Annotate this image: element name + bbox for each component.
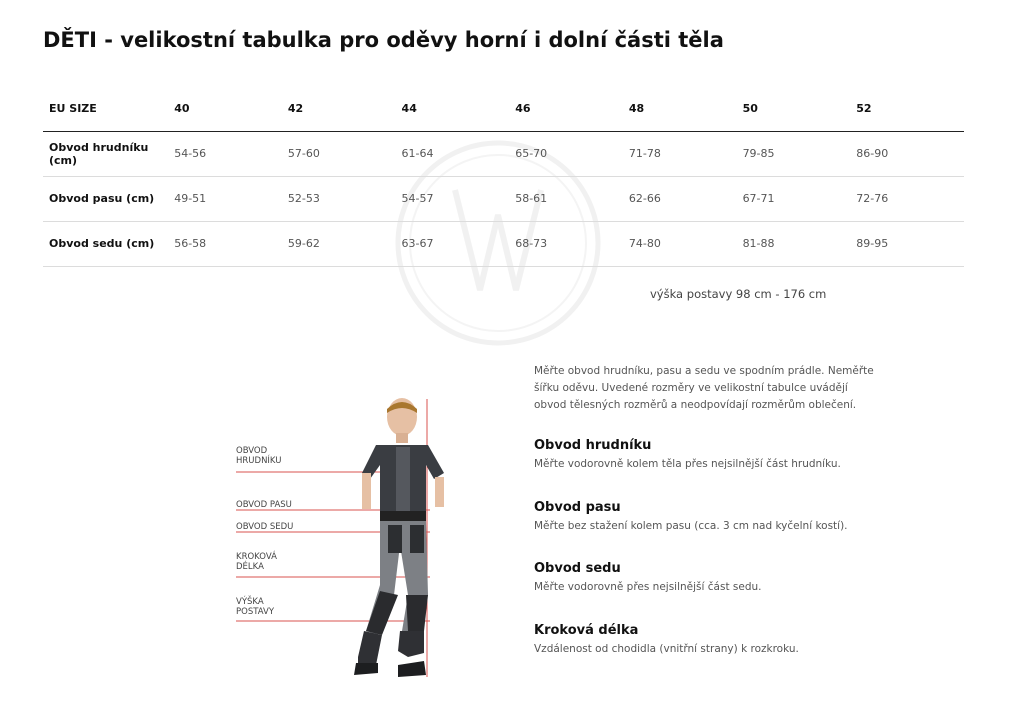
table-cell: 86-90	[850, 131, 964, 176]
table-cell: 89-95	[850, 221, 964, 266]
table-cell: 49-51	[168, 176, 282, 221]
definition-title: Obvod pasu	[534, 500, 621, 515]
table-cell: 68-73	[509, 221, 623, 266]
definition-chest	[534, 438, 914, 471]
definition-text: Vzdálenost od chodidla (vnitřní strany) k rozkroku.	[534, 643, 799, 655]
label-waist: OBVOD PASU	[236, 500, 292, 510]
table-cell: 54-57	[396, 176, 510, 221]
label-chest-line1: OBVOD	[236, 446, 268, 456]
label-inseam	[236, 552, 277, 572]
label-inseam-line2: DÉLKA	[236, 562, 264, 572]
size-header: 52	[850, 86, 964, 131]
table-row	[43, 131, 964, 176]
row-label: Obvod pasu (cm)	[43, 176, 168, 221]
size-header: 50	[737, 86, 851, 131]
table-cell: 67-71	[737, 176, 851, 221]
table-cell: 58-61	[509, 176, 623, 221]
definition-waist	[534, 500, 914, 533]
size-header: 46	[509, 86, 623, 131]
table-header-row	[43, 86, 964, 131]
size-header: 44	[396, 86, 510, 131]
definition-text: Měřte vodorovně kolem těla přes nejsilnější část hrudníku.	[534, 458, 841, 470]
table-cell: 62-66	[623, 176, 737, 221]
table-cell: 71-78	[623, 131, 737, 176]
row-label: Obvod hrudníku (cm)	[43, 131, 168, 176]
row-label: Obvod sedu (cm)	[43, 221, 168, 266]
label-height	[236, 597, 274, 617]
definition-text: Měřte bez stažení kolem pasu (cca. 3 cm nad kyčelní kostí).	[534, 520, 848, 532]
table-cell: 61-64	[396, 131, 510, 176]
label-chest-line2: HRUDNÍKU	[236, 456, 282, 466]
label-chest	[236, 446, 282, 466]
label-inseam-line1: KROKOVÁ	[236, 552, 277, 562]
definition-inseam	[534, 623, 914, 656]
label-height-line2: POSTAVY	[236, 607, 275, 617]
size-header: 40	[168, 86, 282, 131]
table-cell: 57-60	[282, 131, 396, 176]
measurement-intro: Měřte obvod hrudníku, pasu a sedu ve spodním prádle. Neměřte šířku oděvu. Uvedené rozměry ve velikostní tabulce uvádějí obvod tělesných rozměrů a neodpovídají rozměrům oblečení.	[534, 365, 874, 411]
table-row	[43, 221, 964, 266]
measurement-figure	[230, 395, 450, 695]
table-row	[43, 176, 964, 221]
table-cell: 79-85	[737, 131, 851, 176]
definition-title: Kroková délka	[534, 623, 639, 638]
page-title: DĚTI - velikostní tabulka pro oděvy horní i dolní části těla	[43, 28, 724, 52]
table-cell: 72-76	[850, 176, 964, 221]
table-cell: 63-67	[396, 221, 510, 266]
table-cell: 81-88	[737, 221, 851, 266]
table-cell: 52-53	[282, 176, 396, 221]
size-header: 42	[282, 86, 396, 131]
label-height-line1: VÝŠKA	[236, 597, 264, 607]
definition-title: Obvod sedu	[534, 561, 621, 576]
definition-seat	[534, 561, 914, 594]
label-seat: OBVOD SEDU	[236, 522, 294, 532]
table-cell: 59-62	[282, 221, 396, 266]
table-cell: 65-70	[509, 131, 623, 176]
eu-size-header: EU SIZE	[43, 86, 168, 131]
table-cell: 74-80	[623, 221, 737, 266]
size-header: 48	[623, 86, 737, 131]
definition-title: Obvod hrudníku	[534, 438, 652, 453]
definition-text: Měřte vodorovně přes nejsilnější část sedu.	[534, 581, 762, 593]
height-range-note: výška postavy 98 cm - 176 cm	[650, 287, 827, 301]
table-cell: 56-58	[168, 221, 282, 266]
size-table	[43, 86, 964, 267]
table-cell: 54-56	[168, 131, 282, 176]
child-figure-illustration	[230, 395, 450, 695]
